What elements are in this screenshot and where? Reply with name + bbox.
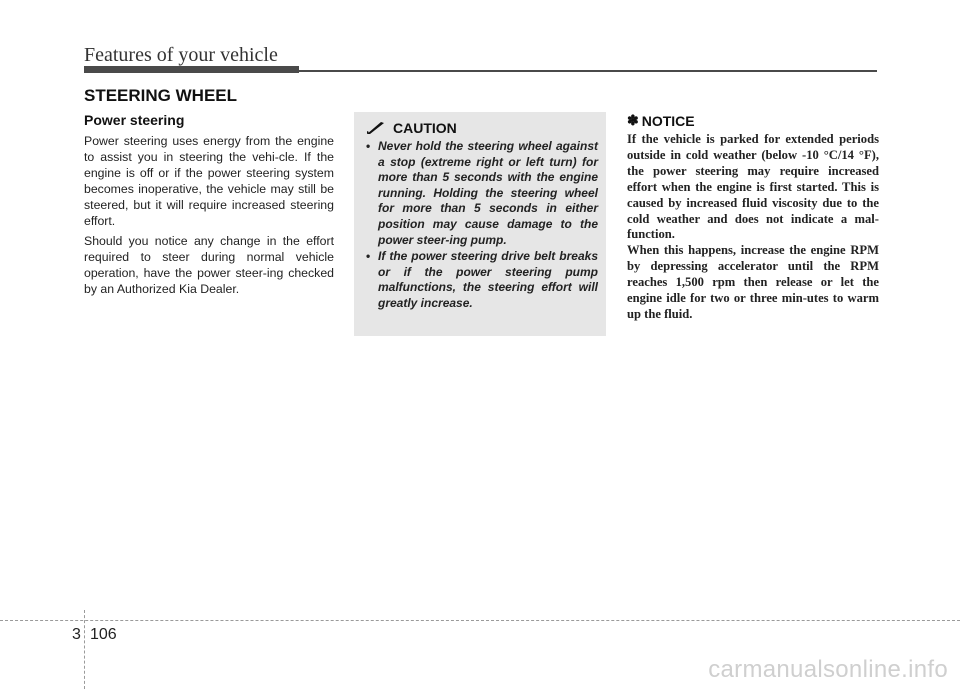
section-title: STEERING WHEEL [84,86,238,105]
caution-item [366,249,598,311]
page-number: 106 [90,626,117,643]
power-steering-paragraph: Power steering uses energy from the engine to assist you in steering the vehi-cle. If the engine is off or if the power steering system becomes inoperative, the vehicle may still be steered, but it will require increased steering effort. [84,134,334,228]
notice-paragraph: If the vehicle is parked for extended periods outside in cold weather (below -10 °C/14 °F), the power steering may require increased effort when the engine is first started. This is caused by increased fluid viscosity due to the cold weather and does not indicate a mal-function. [627,132,879,242]
caution-title: CAUTION [393,120,457,136]
caution-item-text: Never hold the steering wheel against a stop (extreme right or left turn) for more than 5 seconds with the engine running. Holding the steering wheel for more than 5 seconds in either position may cause damage to the power steer-ing pump. [378,139,598,247]
asterisk-icon: ✽ [627,112,639,128]
power-steering-column [84,112,334,301]
notice-header [627,112,879,129]
header-rule-thin [299,70,877,72]
caution-item-text: If the power steering drive belt breaks or if the power steering pump malfunctions, the steering effort will greatly increase. [378,249,598,310]
notice-paragraph: When this happens, increase the engine RPM by depressing accelerator until the RPM reaches 1,500 rpm then release or let the engine idle for two or three min-utes to warm up the fluid. [627,243,879,321]
header-rule-thick [84,66,299,73]
power-steering-paragraph: Should you notice any change in the effort required to steer during normal vehicle operation, have the power steer-ing checked by an Authorized Kia Dealer. [84,234,334,296]
caution-header [366,120,598,136]
page-header-title: Features of your vehicle [84,44,278,66]
watermark: carmanualsonline.info [708,656,948,683]
caution-box [354,112,606,336]
footer-divider [84,610,85,689]
bullet-icon: • [366,249,371,264]
bullet-icon: • [366,139,371,153]
notice-title: NOTICE [641,112,695,129]
pencil-icon [366,121,386,135]
caution-list [366,139,598,312]
footer-rule [0,620,960,621]
power-steering-heading: Power steering [84,112,185,128]
caution-item [366,139,598,248]
notice-section [627,112,879,323]
chapter-number: 3 [72,626,81,643]
